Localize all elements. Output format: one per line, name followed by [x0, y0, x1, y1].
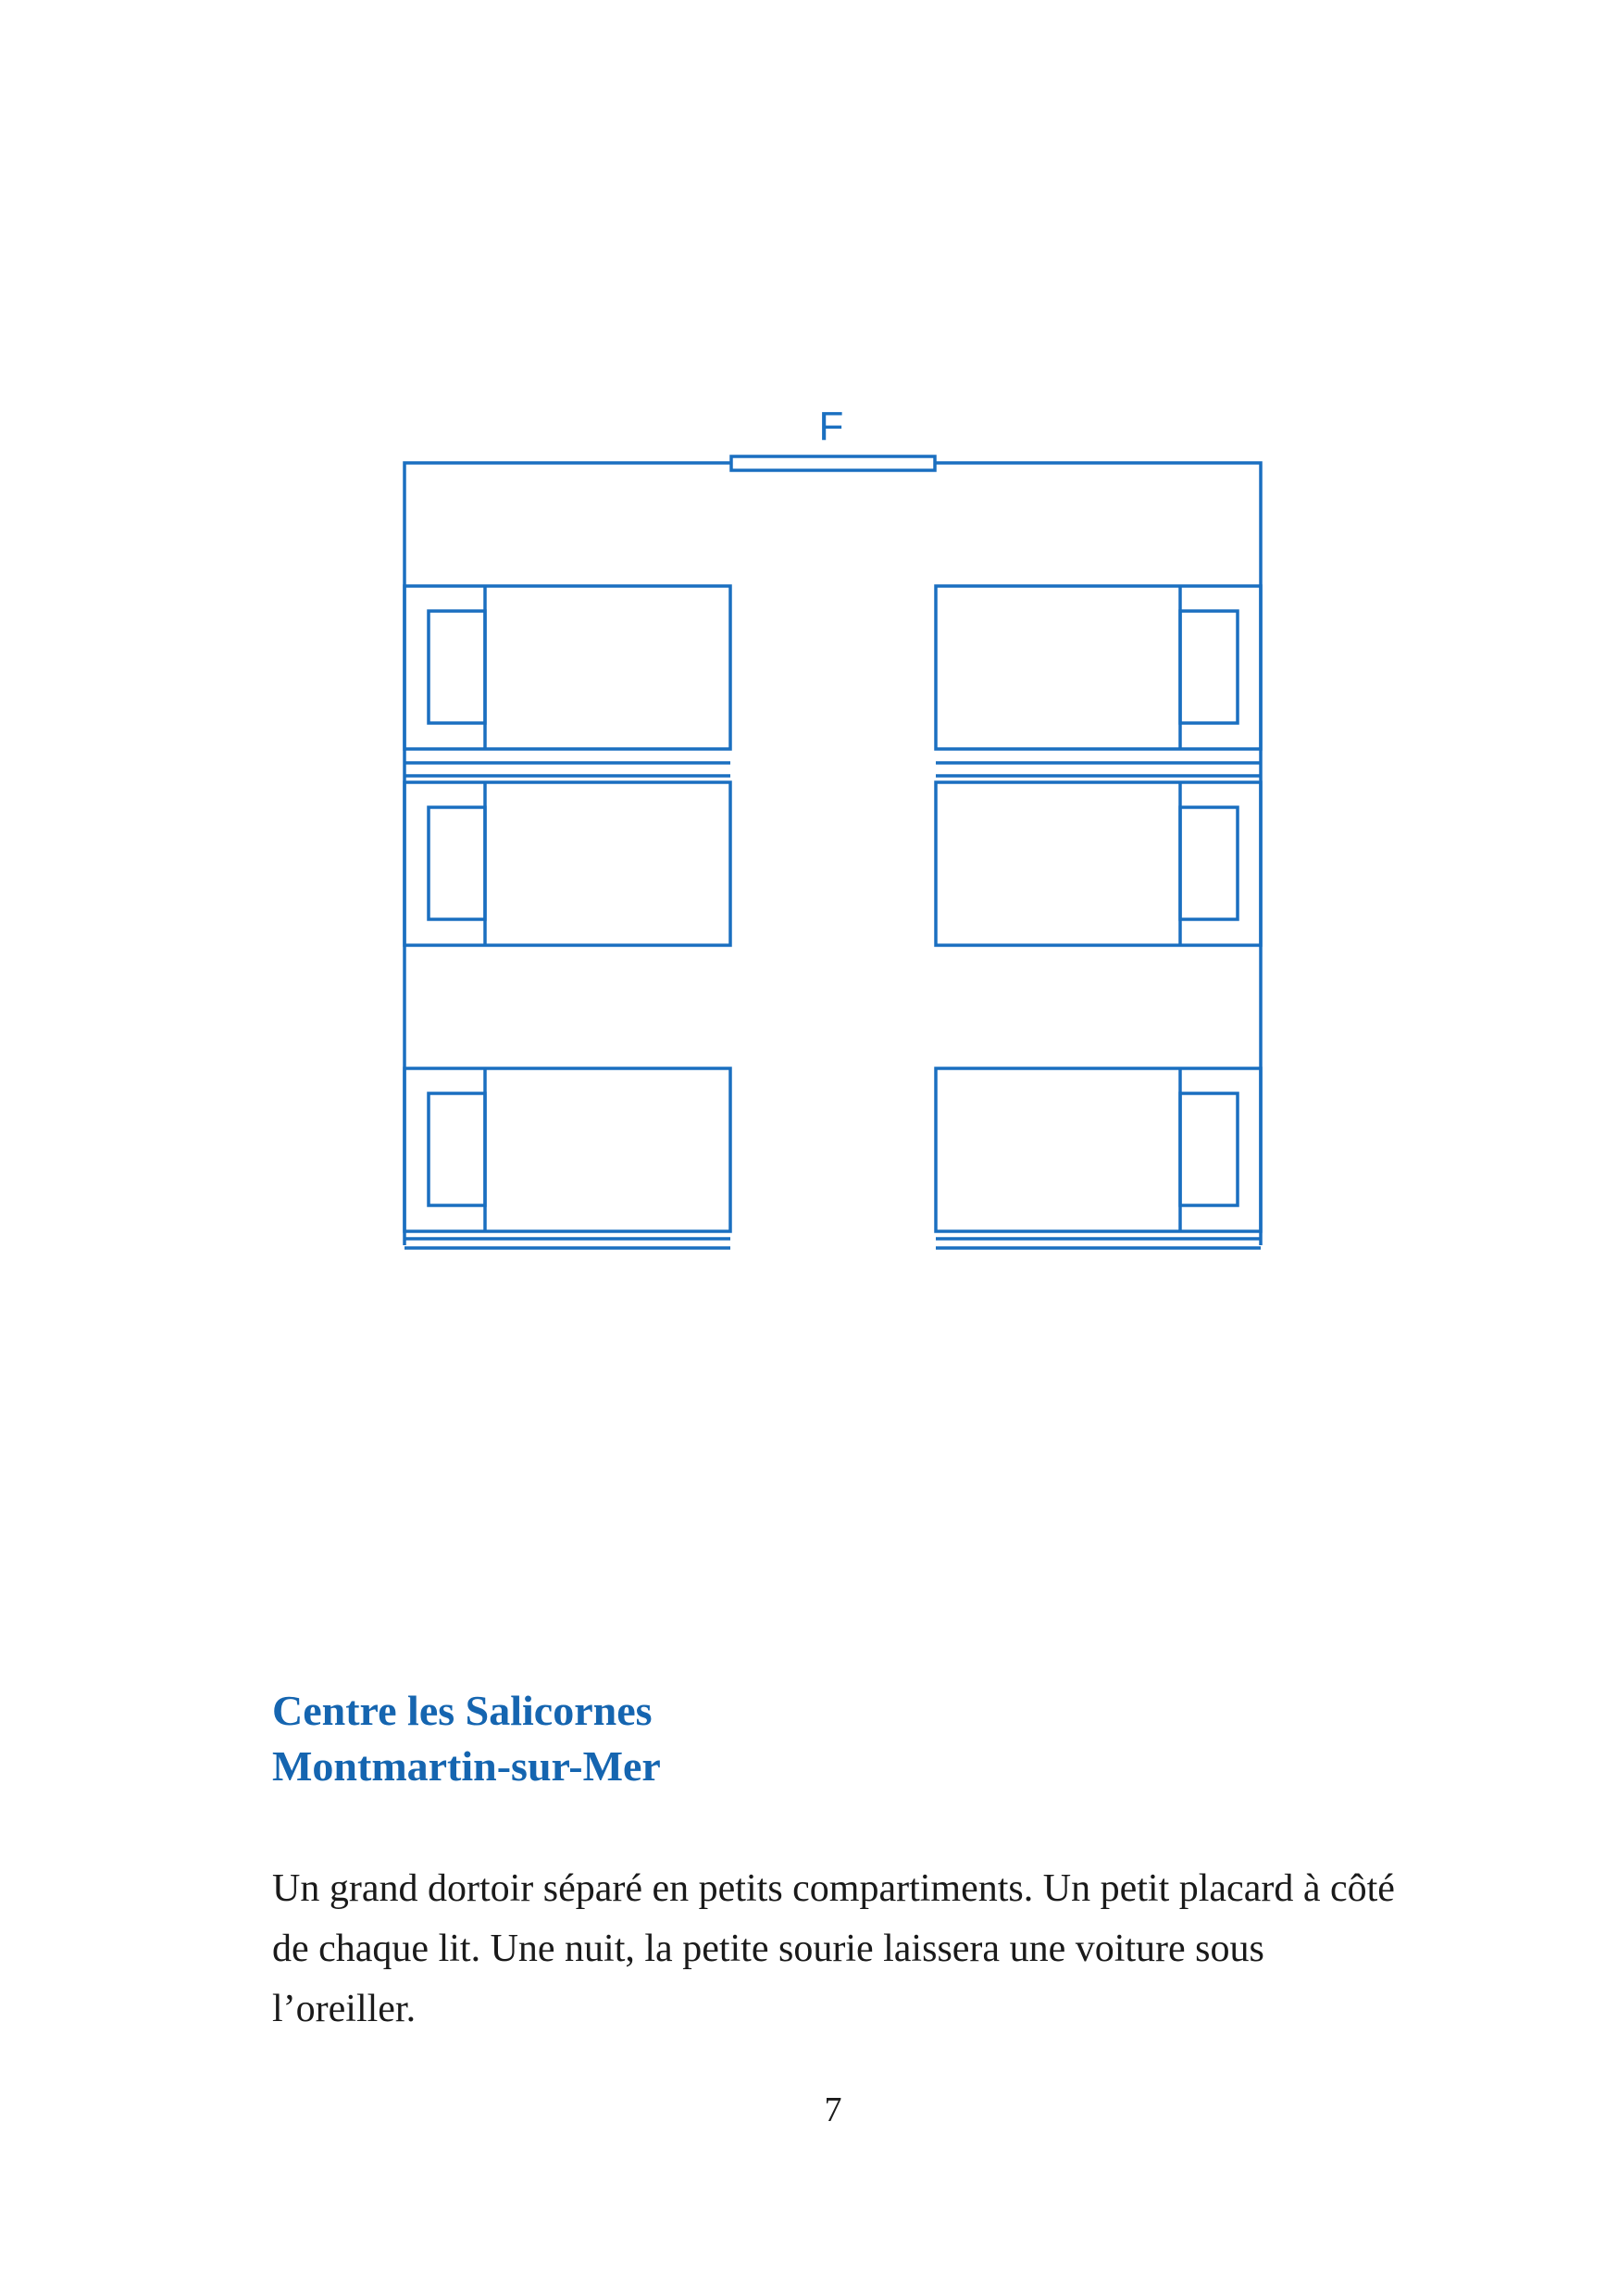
- wall-top-left: [404, 463, 731, 1245]
- bed-left-3: [404, 1068, 730, 1231]
- bed-pillow: [429, 1093, 485, 1205]
- window-label: F: [818, 404, 844, 449]
- page-number: 7: [824, 2090, 842, 2129]
- bed-left-1: [404, 586, 730, 749]
- bed-pillow: [1180, 1093, 1238, 1205]
- bed-right-2: [936, 782, 1261, 945]
- description-paragraph: Un grand dortoir séparé en petits compartiments. Un petit placard à côté de chaque lit. Une nuit, la petite sourie laissera une voiture sous l’oreiller.: [272, 1867, 1395, 2030]
- partition-left-bottom: [404, 1239, 730, 1248]
- caption-title: [272, 1683, 661, 1794]
- window: [731, 456, 935, 470]
- bed-right-3: [936, 1068, 1261, 1231]
- partition-left-1: [404, 763, 730, 776]
- partition-right-1: [936, 763, 1261, 776]
- bed-left-2: [404, 782, 730, 945]
- caption-title-line1: Centre les Salicornes: [272, 1687, 653, 1734]
- bed-right-1: [936, 586, 1261, 749]
- bed-pillow: [1180, 611, 1238, 723]
- bed-pillow: [429, 807, 485, 919]
- caption-title-line2: Montmartin-sur-Mer: [272, 1742, 661, 1790]
- bed-pillow: [1180, 807, 1238, 919]
- bed-pillow: [429, 611, 485, 723]
- partition-right-bottom: [936, 1239, 1261, 1248]
- wall-top-right: [935, 463, 1261, 1245]
